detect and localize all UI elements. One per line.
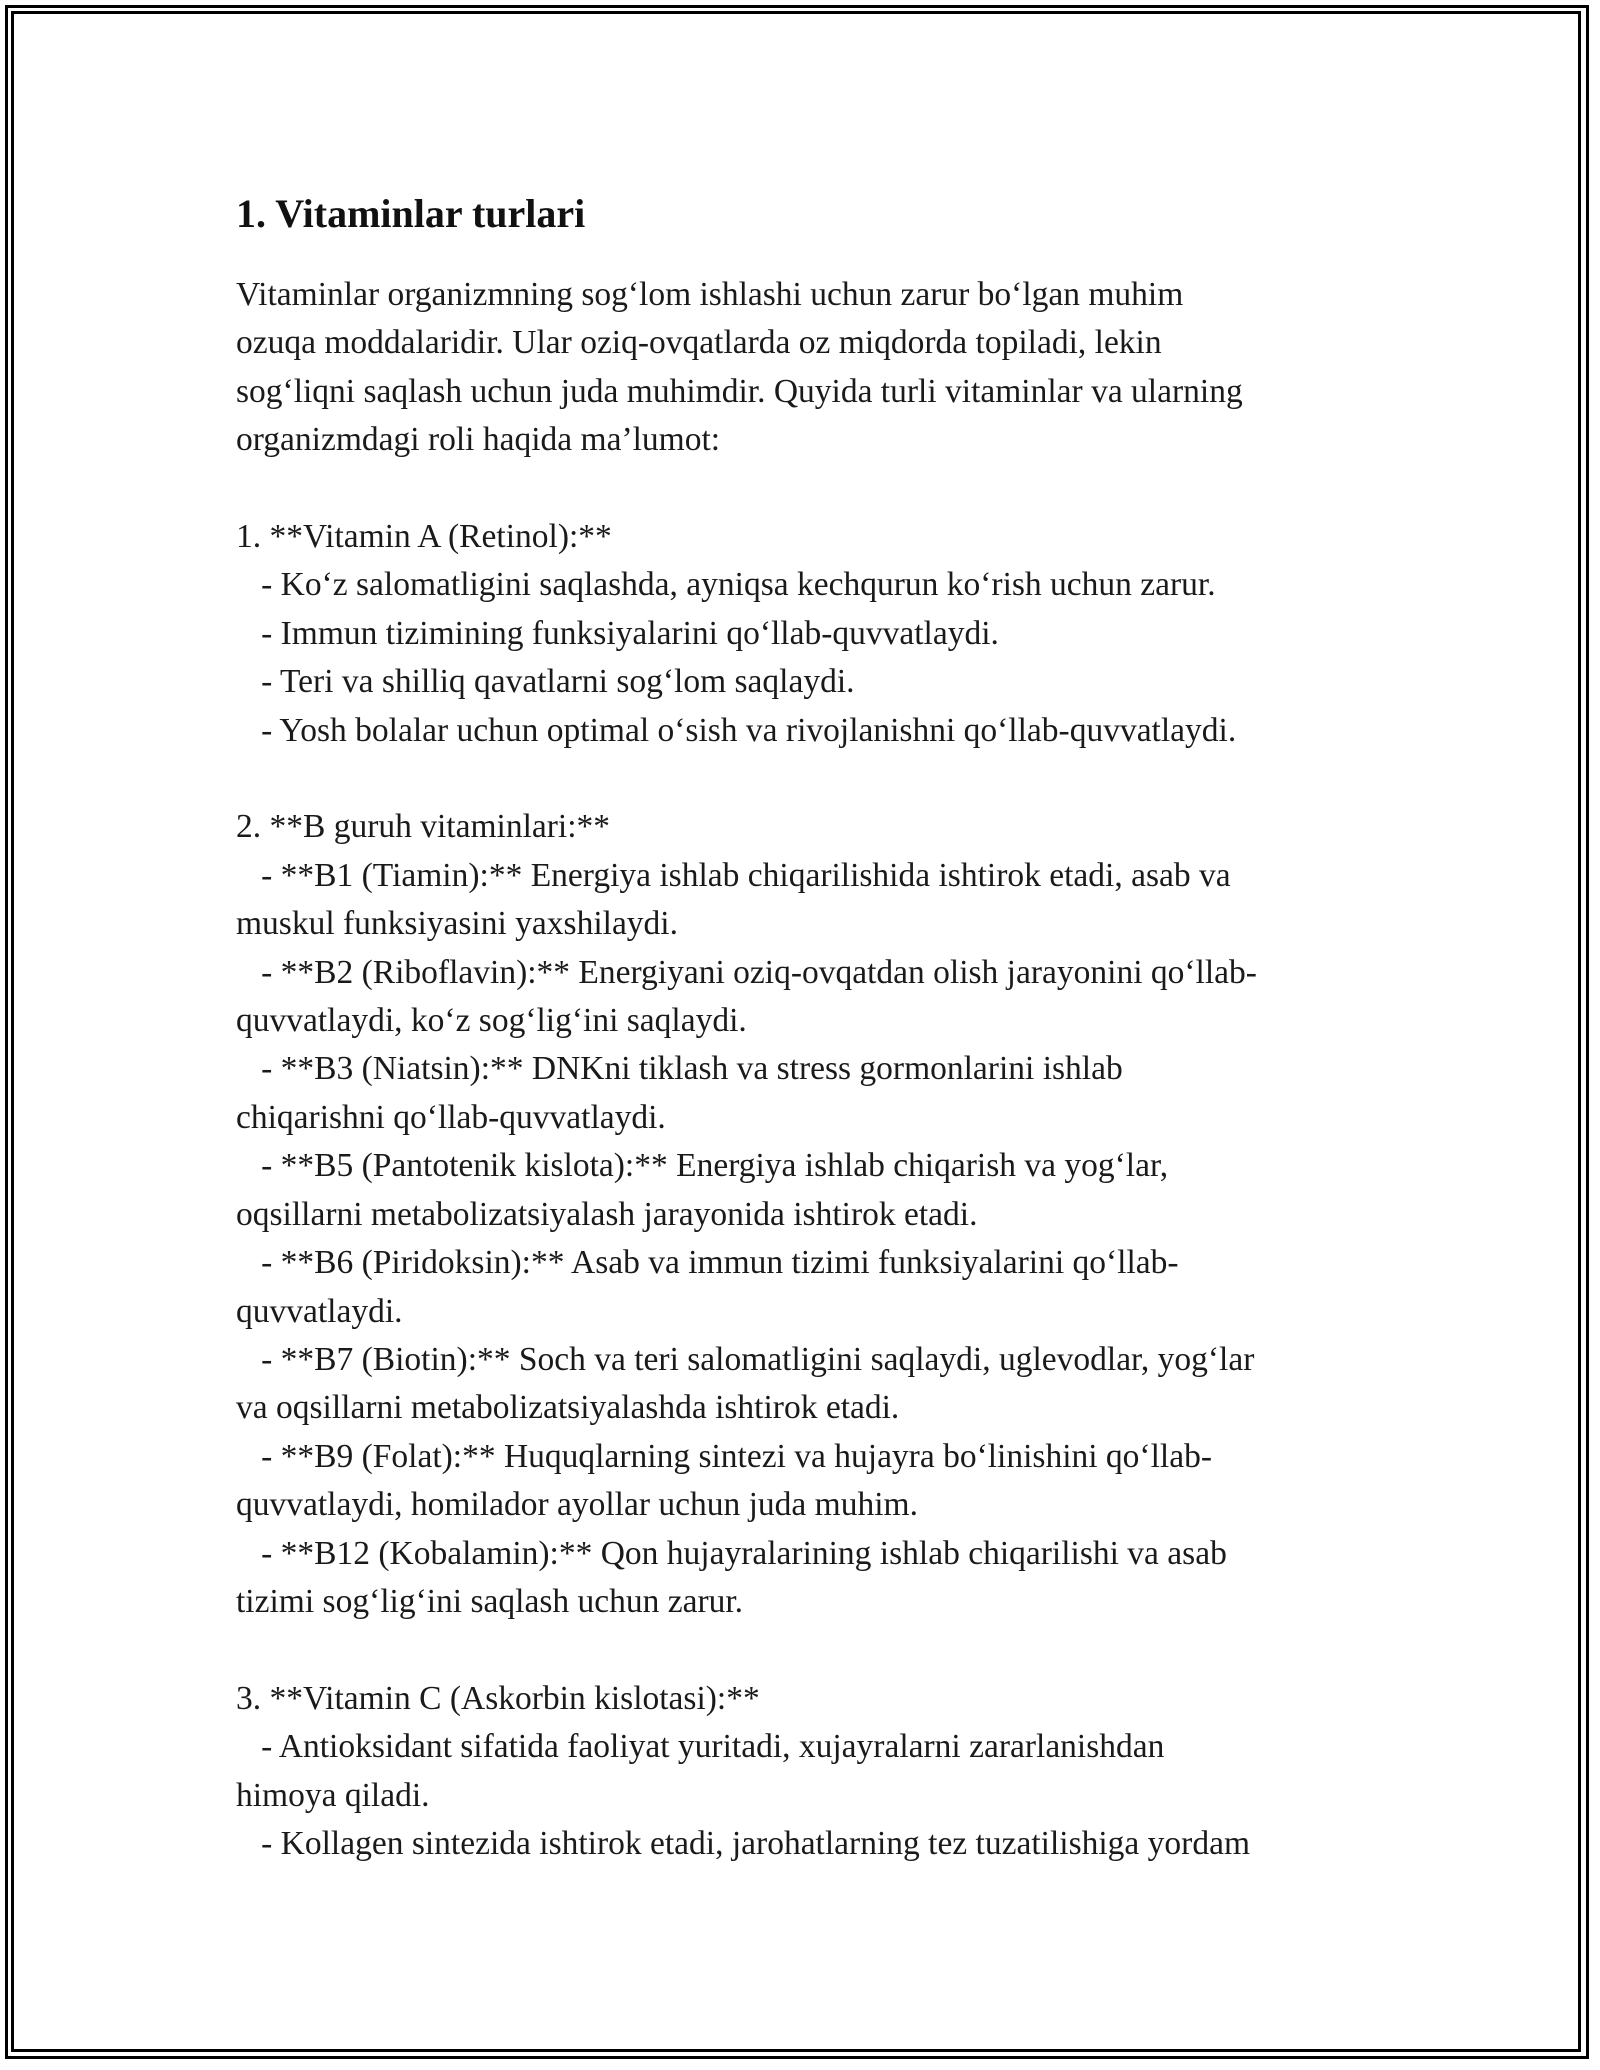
section-vitamin-a — [236, 513, 1366, 755]
intro-paragraph: Vitaminlar organizmning sog‘lom ishlashi uchun zarur bo‘lgan muhim ozuqa moddalaridir. Ular oziq-ovqatlarda oz miqdorda topiladi, lekin sog‘liqni saqlash uchun juda muhimdir. Quyida turli vitaminlar va ularning organizmdagi roli haqida ma’lumot: — [236, 276, 1243, 459]
list-item: - Yosh bolalar uchun optimal o‘sish va rivojlanishni qo‘llab-quvvatlaydi. — [236, 711, 1237, 749]
list-item: - **B12 (Kobalamin):** Qon hujayralarining ishlab chiqarilishi va asab tizimi sog‘lig‘ini saqlash uchun zarur. — [236, 1534, 1227, 1620]
section-b-vitamins — [236, 803, 1366, 1626]
list-item: - Immun tizimining funksiyalarini qo‘llab-quvvatlaydi. — [236, 614, 999, 652]
document-heading: 1. Vitaminlar turlari — [236, 191, 586, 236]
list-item: - **B2 (Riboflavin):** Energiyani oziq-ovqatdan olish jarayonini qo‘llab- quvvatlaydi, ko‘z sog‘lig‘ini saqlaydi. — [236, 953, 1257, 1040]
list-item: - Ko‘z salomatligini saqlashda, ayniqsa kechqurun ko‘rish uchun zarur. — [236, 566, 1216, 604]
list-item: - Antioksidant sifatida faoliyat yuritadi, xujayralarni zararlanishdan himoya qiladi. — [236, 1728, 1165, 1814]
list-item: - **B1 (Tiamin):** Energiya ishlab chiqarilishida ishtirok etadi, asab va muskul funksiyasini yaxshilaydi. — [236, 856, 1231, 943]
list-item: - **B3 (Niatsin):** DNKni tiklash va stress gormonlarini ishlab chiqarishni qo‘llab-quvvatlaydi. — [236, 1050, 1123, 1136]
list-item: - **B9 (Folat):** Huquqlarning sintezi va hujayra bo‘linishini qo‘llab- quvvatlaydi, homilador ayollar uchun juda muhim. — [236, 1437, 1212, 1524]
document-body — [236, 186, 1366, 1868]
section-title: 2. **B guruh vitaminlari:** — [236, 808, 611, 846]
section-title: 1. **Vitamin A (Retinol):** — [236, 518, 612, 556]
section-title: 3. **Vitamin C (Askorbin kislotasi):** — [236, 1679, 760, 1717]
list-item: - Kollagen sintezida ishtirok etadi, jarohatlarning tez tuzatilishiga yordam — [236, 1824, 1250, 1862]
list-item: - Teri va shilliq qavatlarni sog‘lom saqlaydi. — [236, 663, 855, 701]
list-item: - **B6 (Piridoksin):** Asab va immun tizimi funksiyalarini qo‘llab- quvvatlaydi. — [236, 1244, 1179, 1330]
section-vitamin-c — [236, 1675, 1366, 1869]
list-item: - **B7 (Biotin):** Soch va teri salomatligini saqlaydi, uglevodlar, yog‘lar va oqsillarni metabolizatsiyalashda ishtirok etadi. — [236, 1340, 1255, 1427]
list-item: - **B5 (Pantotenik kislota):** Energiya ishlab chiqarish va yog‘lar, oqsillarni metabolizatsiyalash jarayonida ishtirok etadi. — [236, 1147, 1169, 1233]
